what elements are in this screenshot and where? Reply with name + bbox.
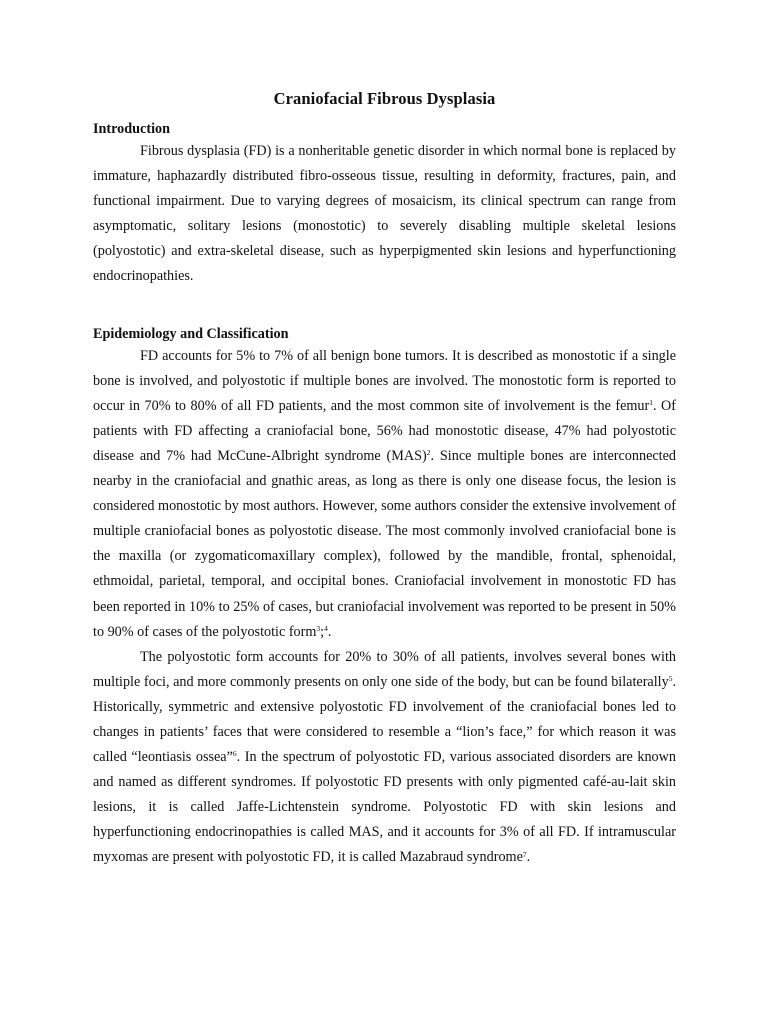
- citation-5: 5: [668, 674, 673, 684]
- citation-2: 2: [426, 448, 431, 458]
- citation-6: 6: [232, 749, 237, 759]
- text-run: .: [327, 623, 332, 640]
- document-page: [93, 88, 676, 871]
- citation-7: 7: [522, 849, 527, 859]
- text-run: . In the spectrum of polyostotic FD, various associated disorders are known and named as different syndromes. If polyostotic FD presents with only pigmented café-au-lait skin lesions, it is called Jaffe-Lichtenstein syndrome. Polyostotic FD with skin lesions and hyperfunctioning endocrinopathies is called MAS, and it accounts for 3% of all FD. If intramuscular myxomas are present with polyostotic FD, it is called Mazabraud syndrome: [93, 749, 676, 866]
- epidemiology-paragraph-2: [93, 645, 676, 871]
- text-run: The polyostotic form accounts for 20% to 30% of all patients, involves several bones with multiple foci, and more commonly presents on only one side of the body, but can be found bilaterally: [93, 648, 676, 690]
- section-spacer: [93, 290, 676, 315]
- text-run: . Of patients with FD affecting a craniofacial bone, 56% had monostotic disease, 47% had polyostotic disease and 7% had McCune-Albright syndrome (MAS): [93, 397, 676, 464]
- introduction-paragraph: Fibrous dysplasia (FD) is a nonheritable genetic disorder in which normal bone is replaced by immature, haphazardly distributed fibro-osseous tissue, resulting in deformity, fractures, pain, and functional impairment. Due to varying degrees of mosaicism, its clinical spectrum can range from asymptomatic, solitary lesions (monostotic) to severely disabling multiple skeletal lesions (polyostotic) and extra-skeletal disease, such as hyperpigmented skin lesions and hyperfunctioning endocrinopathies.: [93, 143, 676, 285]
- text-run: . Since multiple bones are interconnected nearby in the craniofacial and gnathic areas, as long as there is only one disease focus, the lesion is considered monostotic by most authors. However, some authors consider the extensive involvement of multiple craniofacial bones as polyostotic disease. The most commonly involved craniofacial bone is the maxilla (or zygomaticomaxillary complex), followed by the mandible, frontal, sphenoidal, ethmoidal, parietal, temporal, and occipital bones. Craniofacial involvement in monostotic FD has been reported in 10% to 25% of cases, but craniofacial involvement was reported to be present in 50% to 90% of cases of the polyostotic form: [93, 447, 677, 640]
- text-run: .: [526, 849, 531, 866]
- citation-separator: ;: [320, 623, 325, 640]
- section-heading-introduction: Introduction: [93, 121, 170, 137]
- citation-3: 3: [316, 623, 321, 633]
- section-heading-epidemiology: Epidemiology and Classification: [93, 325, 289, 342]
- text-run: FD accounts for 5% to 7% of all benign bone tumors. It is described as monostotic if a single bone is involved, and polyostotic if multiple bones are involved. The monostotic form is reported to occur in 70% to 80% of all FD patients, and the most common site of involvement is the femur: [93, 347, 676, 414]
- citation-1: 1: [649, 398, 653, 408]
- text-run: . Historically, symmetric and extensive polyostotic FD involvement of the craniofacial bones led to changes in patients’ faces that were considered to resemble a “lion’s face,” for which reason it was called “leontiasis ossea”: [93, 673, 676, 766]
- document-title: Craniofacial Fibrous Dysplasia: [273, 89, 496, 108]
- epidemiology-paragraph-1: [93, 344, 676, 645]
- citation-4: 4: [324, 623, 328, 633]
